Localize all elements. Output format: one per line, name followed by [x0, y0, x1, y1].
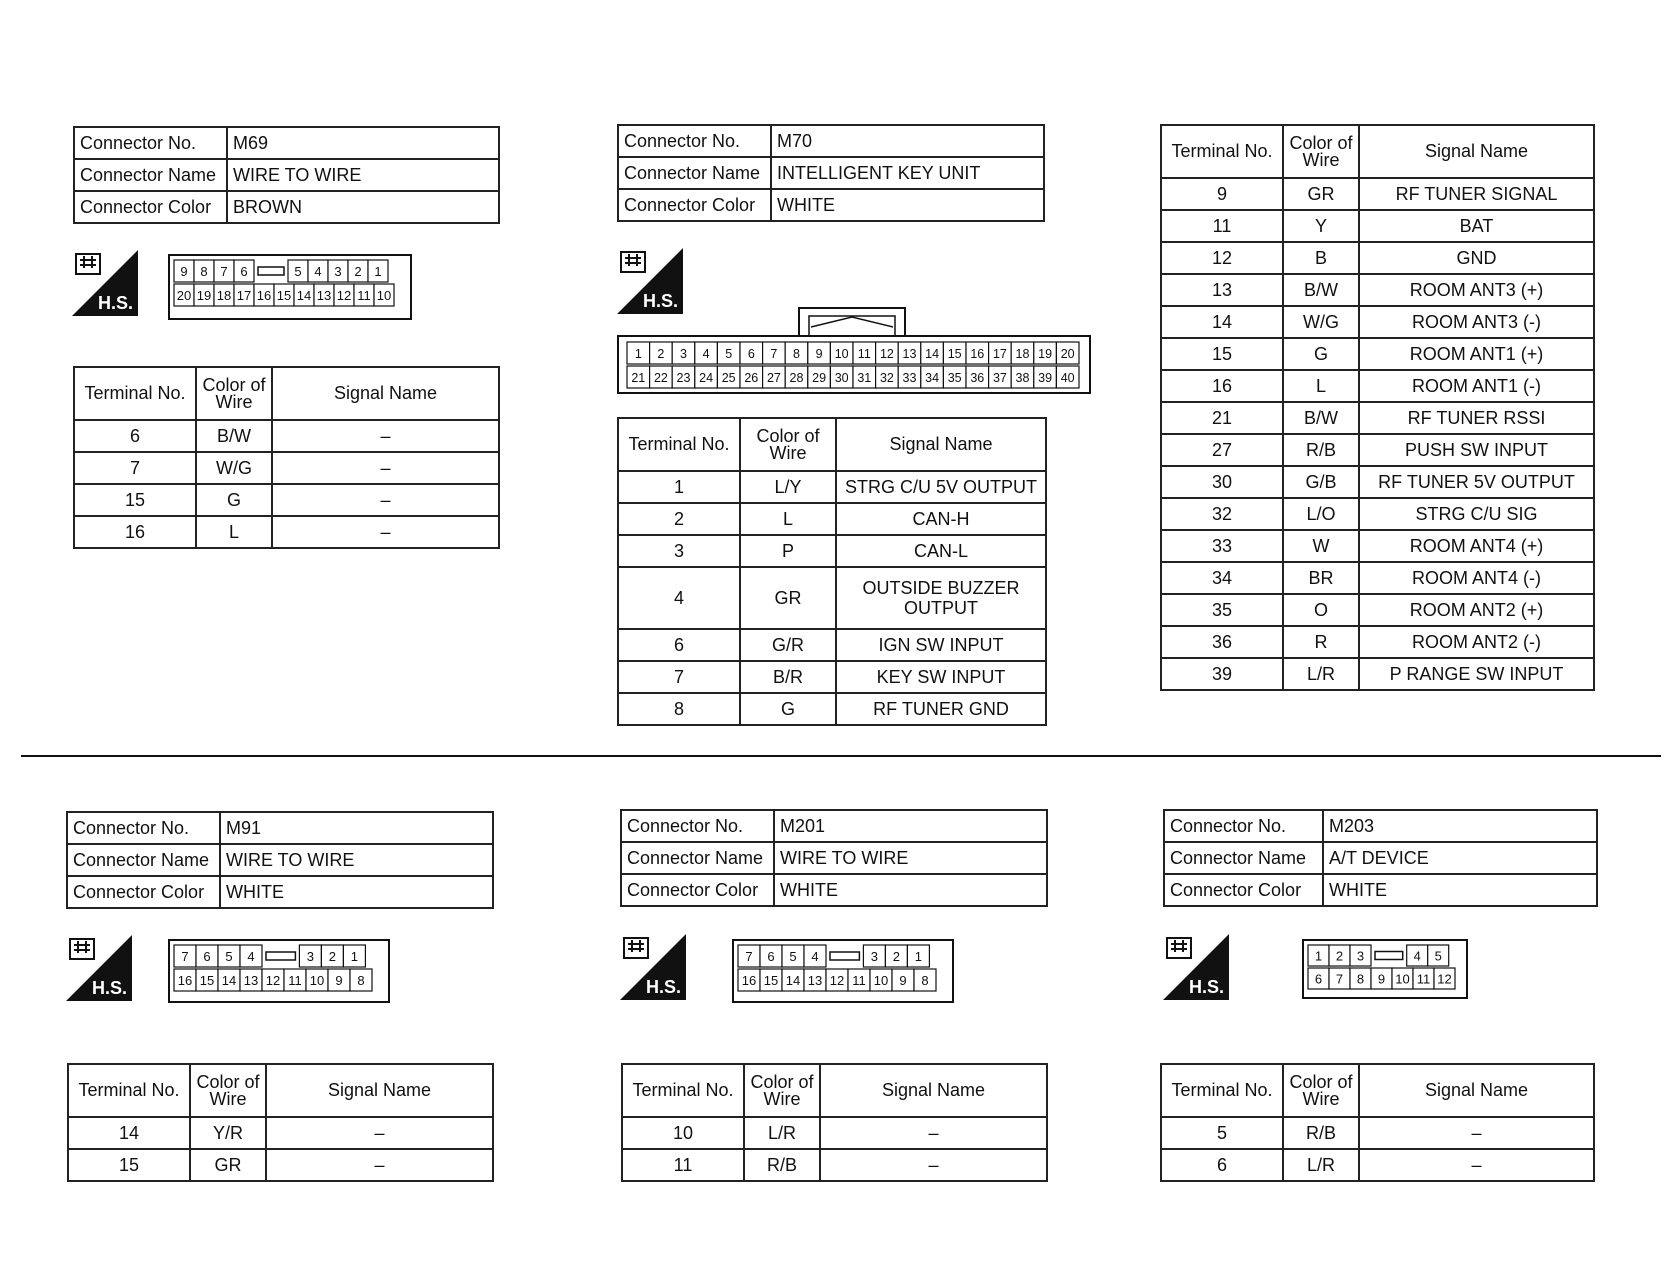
- pin-number: 8: [1356, 971, 1365, 987]
- connector-no: M91: [220, 812, 493, 844]
- pin-number: 20: [176, 288, 192, 303]
- pin-number: 2: [328, 949, 337, 964]
- table-row: 35 O ROOM ANT2 (+): [1161, 594, 1594, 626]
- hs-harness-side-icon: [620, 934, 686, 1000]
- m203-connector-info: [1163, 809, 1598, 907]
- pin-number: 22: [653, 371, 668, 385]
- pin-number: 1: [374, 264, 382, 279]
- pin-number: 33: [902, 371, 917, 385]
- pin-number: 9: [1377, 971, 1386, 987]
- pin-number: 34: [925, 371, 940, 385]
- pin-number: 12: [336, 288, 352, 303]
- pin-number: 28: [789, 371, 804, 385]
- pin-number: 26: [744, 371, 759, 385]
- pin-number: 12: [879, 347, 894, 361]
- m91-connector-face: [168, 939, 390, 1003]
- pin-number: 7: [220, 264, 228, 279]
- pin-number: 11: [288, 973, 302, 988]
- pin-number: 16: [970, 347, 985, 361]
- pin-number: 6: [747, 347, 755, 361]
- header-color-of-wire: Color of Wire: [744, 1064, 820, 1117]
- pin-number: 14: [221, 973, 237, 988]
- table-row: 2 L CAN-H: [618, 503, 1046, 535]
- label-connector-name: Connector Name: [618, 157, 771, 189]
- section-divider: [21, 755, 1661, 757]
- pin-number: 5: [225, 949, 233, 964]
- pin-number: 2: [354, 264, 362, 279]
- table-row: 12 B GND: [1161, 242, 1594, 274]
- pin-number: 27: [766, 371, 781, 385]
- connector-lock-slot: [258, 267, 284, 275]
- pin-number: 7: [745, 949, 753, 964]
- table-row: 21 B/W RF TUNER RSSI: [1161, 402, 1594, 434]
- table-row: 4 GR OUTSIDE BUZZER OUTPUT: [618, 567, 1046, 629]
- connector-lock-slot: [266, 952, 295, 960]
- hs-harness-side-icon: [1163, 934, 1229, 1000]
- header-signal-name: Signal Name: [272, 367, 499, 420]
- header-color-of-wire: Color of Wire: [196, 367, 272, 420]
- pin-number: 3: [870, 949, 879, 964]
- pin-number: 6: [767, 949, 775, 964]
- pin-number: 16: [256, 288, 272, 303]
- connector-color: WHITE: [771, 189, 1044, 221]
- pin-number: 4: [314, 264, 322, 279]
- pin-number: 19: [196, 288, 212, 303]
- pin-number: 9: [815, 347, 823, 361]
- pin-number: 5: [1434, 948, 1442, 964]
- pin-number: 2: [1335, 948, 1344, 964]
- table-row: 7 W/G –: [74, 452, 499, 484]
- pin-number: 8: [921, 973, 929, 988]
- table-row: 6 B/W –: [74, 420, 499, 452]
- m70-terminal-table: [617, 417, 1047, 726]
- pin-number: 10: [1395, 971, 1410, 987]
- header-signal-name: Signal Name: [1359, 1064, 1594, 1117]
- hs-label: H.S.: [646, 977, 682, 997]
- m69-terminal-table: [73, 366, 500, 549]
- m203-connector-face: [1302, 939, 1468, 999]
- pin-number: 14: [296, 288, 312, 303]
- table-row: 14 Y/R –: [68, 1117, 493, 1149]
- pin-number: 38: [1015, 371, 1030, 385]
- table-row: 6 L/R –: [1161, 1149, 1594, 1181]
- table-row: 3 P CAN-L: [618, 535, 1046, 567]
- hs-label: H.S.: [643, 291, 679, 311]
- m70-connector-face: [617, 307, 1091, 395]
- hs-label: H.S.: [98, 293, 134, 313]
- pin-number: 1: [1314, 948, 1323, 964]
- pin-number: 6: [203, 949, 211, 964]
- pin-number: 3: [334, 264, 342, 279]
- connector-name: WIRE TO WIRE: [774, 842, 1047, 874]
- m201-connector-info: [620, 809, 1048, 907]
- label-connector-no: Connector No.: [618, 125, 771, 157]
- pin-number: 6: [1314, 971, 1323, 987]
- header-terminal-no: Terminal No.: [74, 367, 196, 420]
- m70-connector-info: [617, 124, 1045, 222]
- table-row: 33 W ROOM ANT4 (+): [1161, 530, 1594, 562]
- pin-number: 29: [812, 371, 827, 385]
- pin-number: 32: [879, 371, 894, 385]
- m201-connector-face: [732, 939, 954, 1003]
- pin-number: 24: [699, 371, 714, 385]
- pin-number: 2: [892, 949, 901, 964]
- table-row: 9 GR RF TUNER SIGNAL: [1161, 178, 1594, 210]
- connector-color: WHITE: [220, 876, 493, 908]
- connector-lock-slot: [1375, 952, 1403, 960]
- pin-number: 9: [335, 973, 343, 988]
- label-connector-color: Connector Color: [74, 191, 227, 223]
- table-row: 15 G –: [74, 484, 499, 516]
- table-row: 11 R/B –: [622, 1149, 1047, 1181]
- pin-number: 13: [243, 973, 259, 988]
- connector-no: M70: [771, 125, 1044, 157]
- label-connector-color: Connector Color: [67, 876, 220, 908]
- pin-number: 3: [306, 949, 315, 964]
- pin-number: 12: [1437, 971, 1452, 987]
- pin-number: 40: [1060, 371, 1075, 385]
- table-row: 8 G RF TUNER GND: [618, 693, 1046, 725]
- pin-number: 15: [947, 347, 962, 361]
- pin-number: 15: [763, 973, 779, 988]
- connector-no: M201: [774, 810, 1047, 842]
- pin-number: 11: [357, 288, 371, 303]
- table-row: 10 L/R –: [622, 1117, 1047, 1149]
- connector-name: A/T DEVICE: [1323, 842, 1597, 874]
- pin-number: 12: [829, 973, 845, 988]
- label-connector-color: Connector Color: [621, 874, 774, 906]
- pin-number: 6: [240, 264, 248, 279]
- pin-number: 2: [657, 347, 665, 361]
- pin-number: 8: [793, 347, 800, 361]
- pin-number: 10: [873, 973, 889, 988]
- m69-connector-face: [168, 254, 412, 320]
- pin-number: 20: [1060, 347, 1075, 361]
- table-row: 34 BR ROOM ANT4 (-): [1161, 562, 1594, 594]
- pin-number: 4: [247, 949, 255, 964]
- pin-number: 36: [970, 371, 985, 385]
- table-row: 1 L/Y STRG C/U 5V OUTPUT: [618, 471, 1046, 503]
- connector-name: WIRE TO WIRE: [220, 844, 493, 876]
- label-connector-name: Connector Name: [621, 842, 774, 874]
- label-connector-name: Connector Name: [74, 159, 227, 191]
- pin-number: 9: [899, 973, 907, 988]
- table-row: 6 G/R IGN SW INPUT: [618, 629, 1046, 661]
- table-row: 16 L ROOM ANT1 (-): [1161, 370, 1594, 402]
- pin-number: 4: [811, 949, 819, 964]
- connector-color: WHITE: [1323, 874, 1597, 906]
- pin-number: 31: [857, 371, 872, 385]
- pin-number: 16: [741, 973, 757, 988]
- pin-number: 3: [680, 347, 687, 361]
- table-row: 27 R/B PUSH SW INPUT: [1161, 434, 1594, 466]
- pin-number: 10: [309, 973, 325, 988]
- connector-latch-inner: [809, 316, 895, 338]
- header-terminal-no: Terminal No.: [618, 418, 740, 471]
- table-row: 32 L/O STRG C/U SIG: [1161, 498, 1594, 530]
- pin-number: 7: [1335, 971, 1344, 987]
- header-terminal-no: Terminal No.: [1161, 125, 1283, 178]
- hs-harness-side-icon: [72, 250, 138, 316]
- table-row: 36 R ROOM ANT2 (-): [1161, 626, 1594, 658]
- pin-number: 13: [316, 288, 332, 303]
- pin-number: 17: [992, 347, 1007, 361]
- pin-number: 30: [834, 371, 849, 385]
- table-row: 16 L –: [74, 516, 499, 548]
- table-row: 5 R/B –: [1161, 1117, 1594, 1149]
- pin-number: 39: [1038, 371, 1053, 385]
- table-row: 11 Y BAT: [1161, 210, 1594, 242]
- pin-number: 12: [265, 973, 281, 988]
- pin-number: 1: [350, 949, 359, 964]
- pin-number: 1: [634, 347, 642, 361]
- header-color-of-wire: Color of Wire: [740, 418, 836, 471]
- m201-terminal-table: [621, 1063, 1048, 1182]
- pin-number: 37: [992, 371, 1007, 385]
- header-color-of-wire: Color of Wire: [1283, 1064, 1359, 1117]
- m203-terminal-table: [1160, 1063, 1595, 1182]
- pin-number: 15: [199, 973, 215, 988]
- pin-number: 15: [276, 288, 292, 303]
- pin-number: 21: [631, 371, 646, 385]
- pin-number: 17: [236, 288, 252, 303]
- pin-number: 1: [914, 949, 923, 964]
- hs-label: H.S.: [1189, 977, 1225, 997]
- header-signal-name: Signal Name: [266, 1064, 493, 1117]
- pin-number: 14: [925, 347, 940, 361]
- table-row: 30 G/B RF TUNER 5V OUTPUT: [1161, 466, 1594, 498]
- pin-number: 9: [180, 264, 188, 279]
- connector-color: BROWN: [227, 191, 499, 223]
- label-connector-no: Connector No.: [67, 812, 220, 844]
- table-row: 14 W/G ROOM ANT3 (-): [1161, 306, 1594, 338]
- m69-connector-info: [73, 126, 500, 224]
- header-color-of-wire: Color of Wire: [190, 1064, 266, 1117]
- pin-number: 18: [216, 288, 232, 303]
- table-row: 7 B/R KEY SW INPUT: [618, 661, 1046, 693]
- pin-number: 13: [807, 973, 823, 988]
- pin-number: 19: [1038, 347, 1053, 361]
- label-connector-no: Connector No.: [1164, 810, 1323, 842]
- pin-number: 16: [177, 973, 193, 988]
- header-signal-name: Signal Name: [1359, 125, 1594, 178]
- table-row: 15 G ROOM ANT1 (+): [1161, 338, 1594, 370]
- connector-color: WHITE: [774, 874, 1047, 906]
- table-row: 15 GR –: [68, 1149, 493, 1181]
- header-terminal-no: Terminal No.: [1161, 1064, 1283, 1117]
- connector-no: M203: [1323, 810, 1597, 842]
- m91-connector-info: [66, 811, 494, 909]
- pin-number: 14: [785, 973, 801, 988]
- pin-number: 11: [1416, 971, 1431, 987]
- connector-name: INTELLIGENT KEY UNIT: [771, 157, 1044, 189]
- pin-number: 11: [857, 347, 871, 361]
- table-row: 13 B/W ROOM ANT3 (+): [1161, 274, 1594, 306]
- pin-number: 10: [834, 347, 849, 361]
- connector-no: M69: [227, 127, 499, 159]
- label-connector-no: Connector No.: [621, 810, 774, 842]
- connector-lock-slot: [830, 952, 859, 960]
- header-terminal-no: Terminal No.: [622, 1064, 744, 1117]
- pin-number: 5: [294, 264, 302, 279]
- header-signal-name: Signal Name: [836, 418, 1046, 471]
- pin-number: 8: [200, 264, 208, 279]
- table-row: 39 L/R P RANGE SW INPUT: [1161, 658, 1594, 690]
- label-connector-color: Connector Color: [1164, 874, 1323, 906]
- connector-name: WIRE TO WIRE: [227, 159, 499, 191]
- pin-number: 7: [181, 949, 189, 964]
- hs-harness-side-icon: [66, 935, 132, 1001]
- header-terminal-no: Terminal No.: [68, 1064, 190, 1117]
- pin-number: 18: [1015, 347, 1030, 361]
- pin-number: 5: [725, 347, 733, 361]
- pin-number: 35: [947, 371, 962, 385]
- hs-label: H.S.: [92, 978, 128, 998]
- label-connector-name: Connector Name: [1164, 842, 1323, 874]
- pin-number: 11: [852, 973, 866, 988]
- label-connector-color: Connector Color: [618, 189, 771, 221]
- hs-harness-side-icon: [617, 248, 683, 314]
- pin-number: 25: [721, 371, 736, 385]
- pin-number: 10: [376, 288, 392, 303]
- pin-number: 3: [1356, 948, 1365, 964]
- m91-terminal-table: [67, 1063, 494, 1182]
- pin-number: 13: [902, 347, 917, 361]
- pin-number: 7: [770, 347, 778, 361]
- pin-number: 23: [676, 371, 691, 385]
- header-signal-name: Signal Name: [820, 1064, 1047, 1117]
- label-connector-no: Connector No.: [74, 127, 227, 159]
- m70-terminal-table-continued: [1160, 124, 1595, 691]
- header-color-of-wire: Color of Wire: [1283, 125, 1359, 178]
- label-connector-name: Connector Name: [67, 844, 220, 876]
- pin-number: 5: [789, 949, 797, 964]
- pin-number: 4: [1413, 948, 1421, 964]
- pin-number: 4: [702, 347, 710, 361]
- pin-number: 8: [357, 973, 365, 988]
